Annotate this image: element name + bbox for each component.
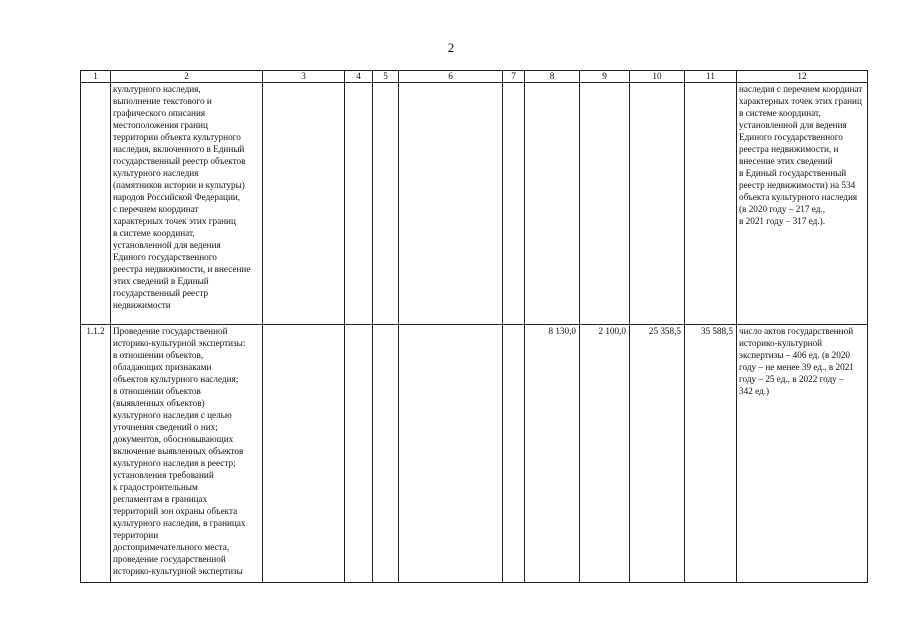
text-line: историко-культурной: [739, 338, 823, 348]
text-line: объектов культурного наследия;: [113, 374, 239, 384]
text-line: культурного наследия с целью: [113, 410, 232, 420]
amount-col11: [685, 83, 737, 325]
text-line: в отношении объектов,: [113, 350, 204, 360]
text-line: наследия с перечнем координат: [739, 84, 863, 94]
text-line: году – 25 ед., в 2022 году –: [739, 374, 844, 384]
amount-col10: [630, 83, 685, 325]
cell-col7: [503, 325, 525, 583]
header-cell-6: 6: [399, 71, 503, 83]
row-number-cell: [81, 83, 111, 325]
text-line: включение выявленных объектов: [113, 446, 244, 456]
text-line: (памятников истории и культуры): [113, 180, 245, 190]
text-line: Единого государственного: [739, 132, 843, 142]
row-number-cell: 1.1.2: [81, 325, 111, 583]
text-line: государственный реестр объектов: [113, 156, 246, 166]
amount-col9: [580, 83, 630, 325]
text-line: число актов государственной: [739, 326, 854, 336]
header-cell-7: 7: [503, 71, 525, 83]
text-line: государственный реестр: [113, 288, 209, 298]
text-line: (в 2020 году – 217 ед.,: [739, 204, 825, 214]
header-cell-1: 1: [81, 71, 111, 83]
text-line: Единого государственного: [113, 252, 217, 262]
amount-col11: 35 588,5: [685, 325, 737, 583]
text-line: характерных точек этих границ: [739, 96, 862, 106]
text-line: Проведение государственной: [113, 326, 228, 336]
text-line: культурного наследия: [113, 168, 199, 178]
amount-col9: 2 100,0: [580, 325, 630, 583]
text-line: установленной для ведения: [113, 240, 221, 250]
text-line: реестра недвижимости, и: [739, 144, 839, 154]
amount-col8: 8 130,0: [525, 325, 580, 583]
header-cell-12: 12: [737, 71, 868, 83]
header-cell-10: 10: [630, 71, 685, 83]
cell-col5: [373, 83, 399, 325]
text-line: установленной для ведения: [739, 120, 847, 130]
text-line: экспертизы – 406 ед. (в 2020: [739, 350, 851, 360]
text-line: внесение этих сведений: [739, 156, 833, 166]
cell-col5: [373, 325, 399, 583]
text-line: характерных точек этих границ: [113, 216, 236, 226]
text-line: достопримечательного места,: [113, 542, 230, 552]
text-line: недвижимости: [113, 300, 171, 310]
text-line: выполнение текстового и: [113, 96, 212, 106]
table-row: [81, 325, 868, 583]
text-line: с перечнем координат: [113, 204, 199, 214]
cell-col6: [399, 83, 503, 325]
text-line: в системе координат,: [739, 108, 821, 118]
text-line: наследия, включенного в Единый: [113, 144, 245, 154]
result-indicator-cell: [737, 83, 868, 325]
table-row: [81, 83, 868, 325]
text-line: историко-культурной экспертизы: [113, 566, 243, 576]
cell-col6: [399, 325, 503, 583]
text-line: территории объекта культурного: [113, 132, 241, 142]
text-line: территории: [113, 530, 159, 540]
text-line: уточнения сведений о них;: [113, 422, 218, 432]
text-line: народов Российской Федерации,: [113, 192, 241, 202]
text-line: культурного наследия,: [113, 84, 201, 94]
text-line: реестра недвижимости, и внесение: [113, 264, 251, 274]
program-table: [80, 70, 868, 583]
header-cell-5: 5: [373, 71, 399, 83]
text-line: документов, обосновывающих: [113, 434, 234, 444]
activity-description-cell: [111, 325, 263, 583]
text-line: графического описания: [113, 108, 206, 118]
text-line: к градостроительным: [113, 482, 198, 492]
text-line: установления требований: [113, 470, 214, 480]
text-line: этих сведений в Единый: [113, 276, 209, 286]
text-line: в 2021 году – 317 ед.).: [739, 216, 825, 226]
text-line: регламентам в границах: [113, 494, 208, 504]
text-line: историко-культурной экспертизы:: [113, 338, 246, 348]
text-line: местоположения границ: [113, 120, 208, 130]
activity-description-cell: [111, 83, 263, 325]
text-line: проведение государственной: [113, 554, 226, 564]
cell-col3: [263, 325, 345, 583]
amount-col8: [525, 83, 580, 325]
header-cell-4: 4: [345, 71, 373, 83]
header-row: [81, 71, 868, 83]
result-indicator-cell: [737, 325, 868, 583]
amount-col10: 25 358,5: [630, 325, 685, 583]
text-line: обладающих признаками: [113, 362, 212, 372]
text-line: году – не менее 39 ед., в 2021: [739, 362, 854, 372]
text-line: объекта культурного наследия: [739, 192, 858, 202]
header-cell-8: 8: [525, 71, 580, 83]
header-cell-11: 11: [685, 71, 737, 83]
cell-col4: [345, 83, 373, 325]
text-line: в Единый государственный: [739, 168, 847, 178]
text-line: в отношении объектов: [113, 386, 201, 396]
text-line: территорий зон охраны объекта: [113, 506, 238, 516]
cell-col7: [503, 83, 525, 325]
text-line: в системе координат,: [113, 228, 195, 238]
text-line: (выявленных объектов): [113, 398, 205, 408]
header-cell-9: 9: [580, 71, 630, 83]
header-cell-3: 3: [263, 71, 345, 83]
text-line: реестр недвижимости) на 534: [739, 180, 856, 190]
cell-col4: [345, 325, 373, 583]
text-line: культурного наследия, в границах: [113, 518, 246, 528]
text-line: 342 ед.): [739, 386, 770, 396]
page-number: 2: [447, 40, 455, 55]
cell-col3: [263, 83, 345, 325]
text-line: культурного наследия в реестр;: [113, 458, 236, 468]
header-cell-2: 2: [111, 71, 263, 83]
